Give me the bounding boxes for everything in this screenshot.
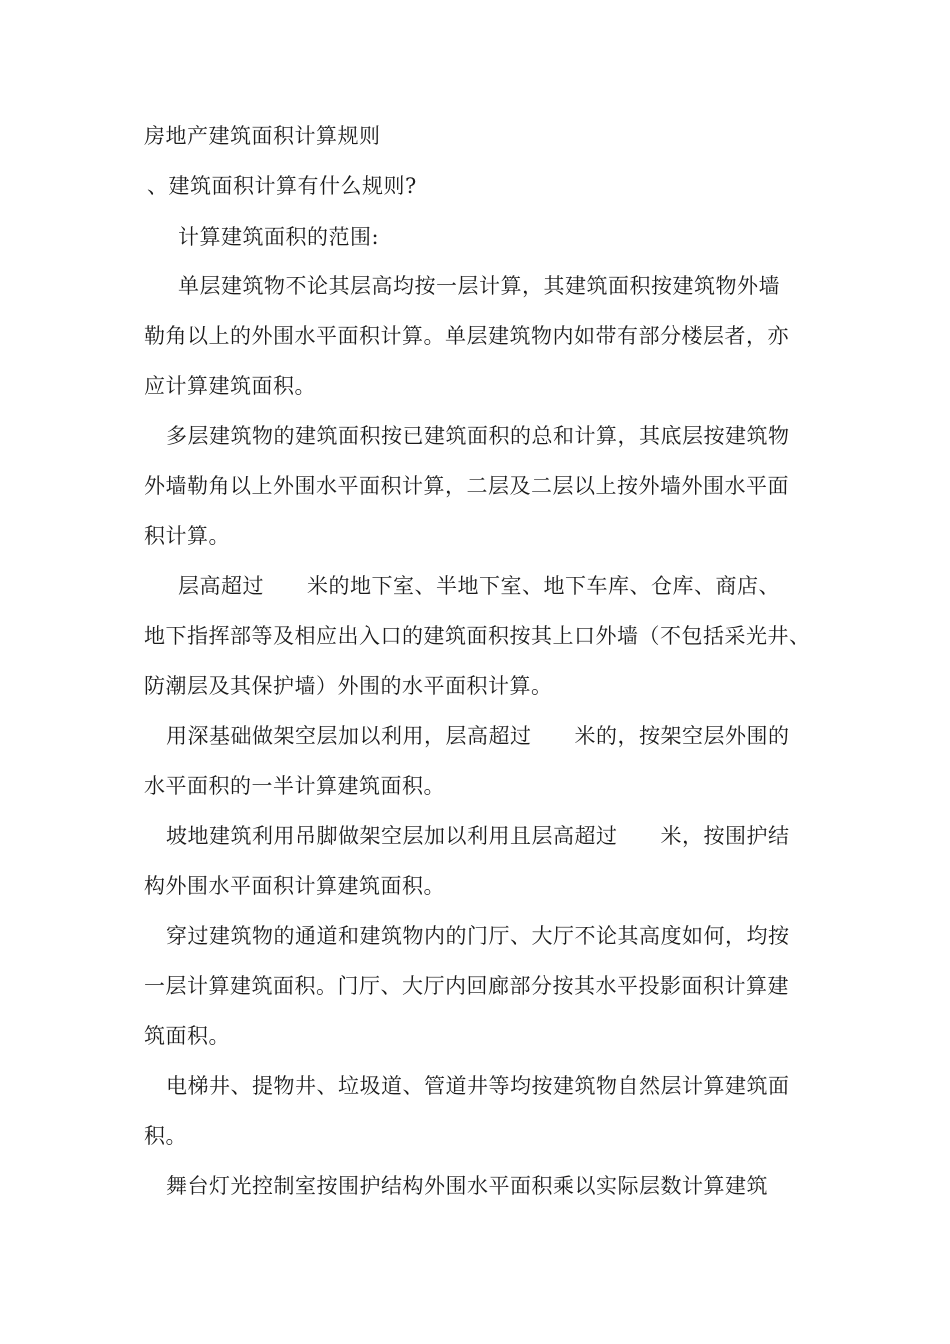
paragraph-line: 单层建筑物不论其层高均按一层计算，其建筑面积按建筑物外墙 [178,274,780,298]
paragraph-line: 构外围水平面积计算建筑面积。 [144,874,445,898]
paragraph-line: 水平面积的一半计算建筑面积。 [144,774,445,798]
paragraph-line: 外墙勒角以上外围水平面积计算，二层及二层以上按外墙外围水平面 [144,474,789,498]
section-heading: 、建筑面积计算有什么规则? [147,174,417,198]
paragraph-line: 地下指挥部等及相应出入口的建筑面积按其上口外墙（不包括采光井、 [144,624,811,648]
paragraph-line: 筑面积。 [144,1024,230,1048]
paragraph-line: 积。 [144,1124,187,1148]
paragraph-line: 用深基础做架空层加以利用，层高超过 米的，按架空层外围的 [166,724,790,748]
paragraph-line: 勒角以上的外围水平面积计算。单层建筑物内如带有部分楼层者，亦 [144,324,789,348]
paragraph-line: 积计算。 [144,524,230,548]
paragraph-line: 穿过建筑物的通道和建筑物内的门厅、大厅不论其高度如何，均按 [166,924,790,948]
paragraph-line: 电梯井、提物井、垃圾道、管道井等均按建筑物自然层计算建筑面 [166,1074,790,1098]
paragraph-line: 层高超过 米的地下室、半地下室、地下车库、仓库、商店、 [178,574,780,598]
document-title: 房地产建筑面积计算规则 [144,124,381,148]
paragraph-line: 一层计算建筑面积。门厅、大厅内回廊部分按其水平投影面积计算建 [144,974,789,998]
section-subheading: 计算建筑面积的范围: [178,225,380,249]
paragraph-line: 应计算建筑面积。 [144,374,316,398]
paragraph-line: 多层建筑物的建筑面积按已建筑面积的总和计算，其底层按建筑物 [166,424,790,448]
paragraph-line: 舞台灯光控制室按围护结构外围水平面积乘以实际层数计算建筑 [166,1174,768,1198]
paragraph-line: 防潮层及其保护墙）外围的水平面积计算。 [144,674,553,698]
paragraph-line: 坡地建筑利用吊脚做架空层加以利用且层高超过 米，按围护结 [166,824,790,848]
